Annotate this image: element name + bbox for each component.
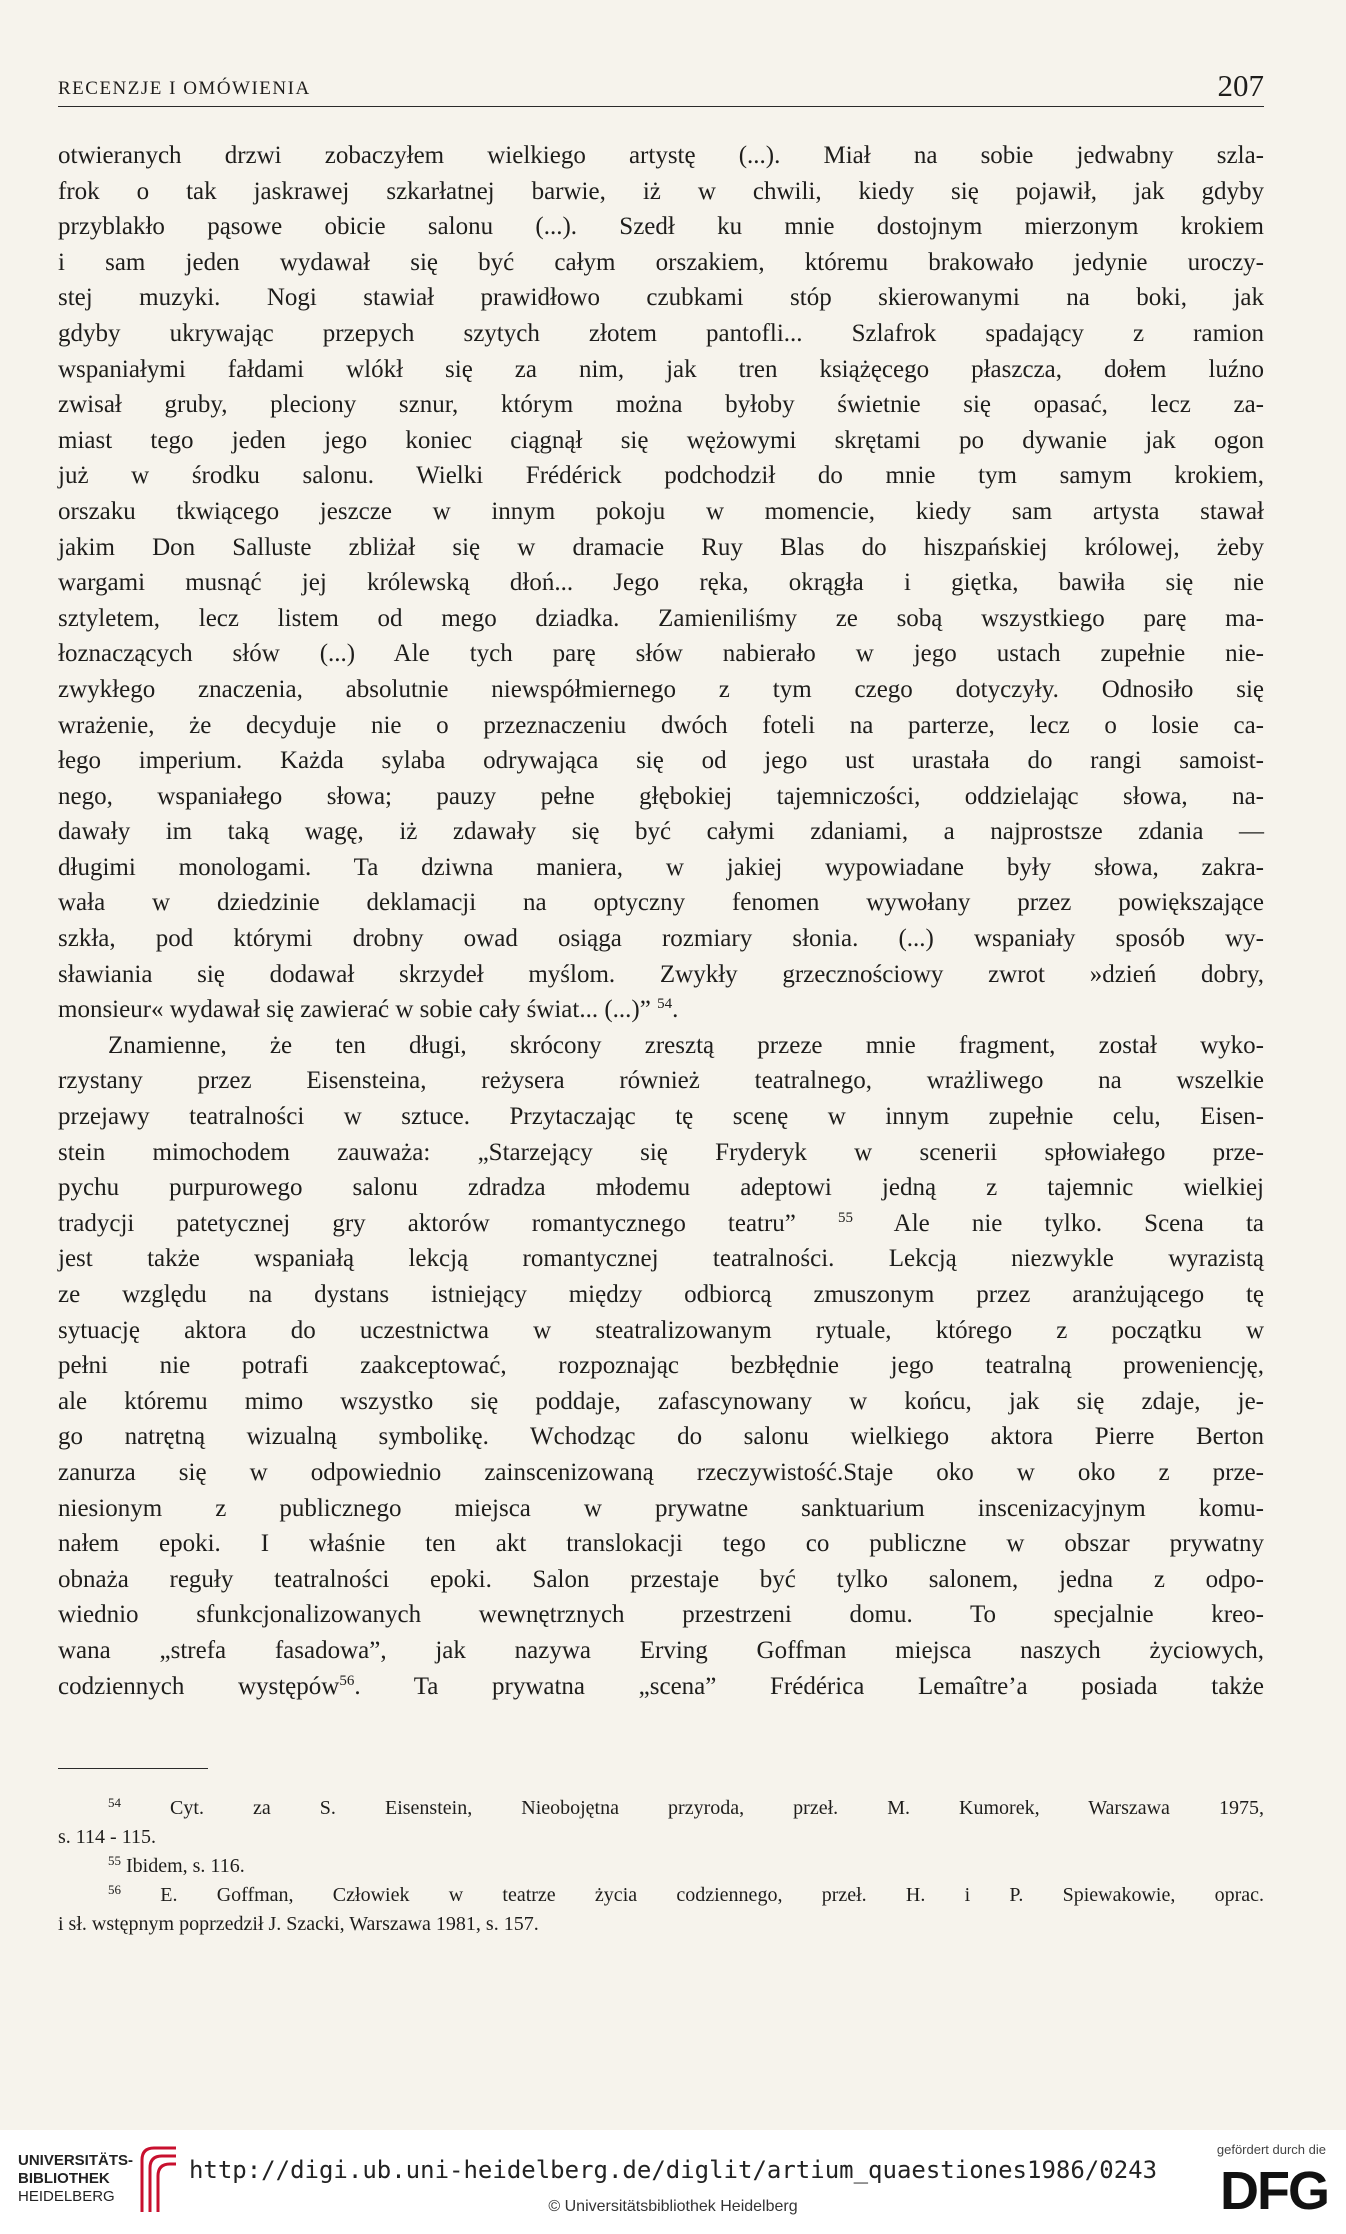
text-line: go natrętną wizualną symbolikę. Wchodząc do salonu wielkiego aktora Pierre Berton xyxy=(58,1423,1264,1451)
text-segment: codziennych występów xyxy=(58,1672,340,1700)
text-line: nałem epoki. I właśnie ten akt translokacji tego co publiczne w obszar prywatny xyxy=(58,1530,1264,1558)
text-line: rzystany przez Eisensteina, reżysera również teatralnego, wrażliwego na wszelkie xyxy=(58,1067,1264,1095)
text-line: stein mimochodem zauważa: „Starzejący się Fryderyk w scenerii spłowiałego prze- xyxy=(58,1138,1264,1166)
text-line: wspaniałymi fałdami wlókł się za nim, jak tren książęcego płaszcza, dołem luźno xyxy=(58,355,1264,383)
text-segment: monsieur« wydawał się zawierać w sobie cały świat... (...)” xyxy=(58,996,651,1024)
text-segment: tradycji patetycznej gry aktorów romantycznego teatru” xyxy=(58,1209,796,1237)
text-line: wała w dziedzinie deklamacji na optyczny fenomen wywołany przez powiększające xyxy=(58,889,1264,917)
permalink-url[interactable]: http://digi.ub.uni-heidelberg.de/diglit/artium_quaestiones1986/0243 xyxy=(188,2156,1158,2184)
text-line: otwieranych drzwi zobaczyłem wielkiego artystę (...). Miał na sobie jedwabny szla- xyxy=(58,142,1264,169)
text-line: wiednio sfunkcjonalizowanych wewnętrznych przestrzeni domu. To specjalnie kreo- xyxy=(58,1601,1264,1629)
footnotes xyxy=(58,1794,1264,1939)
text-line: frok o tak jaskrawej szkarłatnej barwie, iż w chwili, kiedy się pojawił, jak gdyby xyxy=(58,177,1264,205)
copyright-notice: © Universitätsbibliothek Heidelberg xyxy=(548,2198,798,2215)
text-line xyxy=(58,1669,1264,1705)
text-line: sztyletem, lecz listem od mego dziadka. Zamieniliśmy ze sobą wszystkiego parę ma- xyxy=(58,604,1264,632)
library-name-line: UNIVERSITÄTS- xyxy=(18,2152,134,2169)
text-line: dawały im taką wagę, iż zdawały się być całymi zdaniami, a najprostsze zdania — xyxy=(58,818,1264,846)
text-line: łoznaczących słów (...) Ale tych parę słów nabierało w jego ustach zupełnie nie- xyxy=(58,640,1264,668)
footnote-divider xyxy=(58,1768,208,1769)
text-line: pychu purpurowego salonu zdradza młodemu adeptowi jedną z tajemnic wielkiej xyxy=(58,1174,1264,1202)
footnote-56-continued: i sł. wstępnym poprzedził J. Szacki, Warszawa 1981, s. 157. xyxy=(58,1913,539,1935)
text-line: nego, wspaniałego słowa; pauzy pełne głębokiej tajemniczości, oddzielając słowa, na- xyxy=(58,782,1264,810)
footnote-number: 55 xyxy=(108,1853,121,1868)
text-line: zanurza się w odpowiednio zainscenizowaną rzeczywistość.Staje oko w oko z prze- xyxy=(58,1458,1264,1486)
text-line: sytuację aktora do uczestnictwa w steatralizowanym rytuale, którego z początku w xyxy=(58,1316,1264,1344)
footnote-ref-56[interactable]: 56 xyxy=(339,1672,355,1689)
text-line: sławiania się dodawał skrzydeł myślom. Zwykły grzecznościowy zwrot »dzień dobry, xyxy=(58,960,1264,988)
text-line: przejawy teatralności w sztuce. Przytaczając tę scenę w innym zupełnie celu, Eisen- xyxy=(58,1103,1264,1131)
text-line: miast tego jeden jego koniec ciągnął się wężowymi skrętami po dywanie jak ogon xyxy=(58,426,1264,454)
page-number: 207 xyxy=(1217,68,1264,103)
text-line xyxy=(58,1206,1264,1242)
text-line: gdyby ukrywając przepych szytych złotem pantofli... Szlafrok spadający z ramion xyxy=(58,319,1264,347)
text-line: monsieur« wydawał się zawierać w sobie cały świat... (...)” $^{54}$. xyxy=(58,996,679,1024)
text-line: ze względu na dystans istniejący między odbiorcą zmuszonym przez aranżującego tę xyxy=(58,1281,1264,1308)
text-segment: . Ta prywatna „scena” Frédérica Lemaître’a posiada także xyxy=(354,1672,1264,1700)
text-line: Znamienne, że ten długi, skrócony zresztą przeze mnie fragment, został wyko- xyxy=(108,1031,1264,1059)
text-line: i sam jeden wydawał się być całym orszakiem, któremu brakowało jedynie uroczy- xyxy=(58,248,1264,276)
text-line: szkła, pod którymi drobny owad osiąga rozmiary słonia. (...) wspaniały sposób wy- xyxy=(58,925,1264,953)
text-line: orszaku tkwiącego jeszcze w innym pokoju w momencie, kiedy sam artysta stawał xyxy=(58,497,1264,525)
footnote-number: 54 xyxy=(108,1795,121,1810)
footnote-54 xyxy=(58,1794,1264,1823)
running-title: RECENZJE I OMÓWIENIA xyxy=(58,78,311,99)
library-name-line: HEIDELBERG xyxy=(18,2188,115,2205)
text-line: pełni nie potrafi zaakceptować, rozpoznając bezbłędnie jego teatralną proweniencję, xyxy=(58,1352,1264,1380)
body-text xyxy=(58,138,1264,1704)
footnote-ref-54[interactable]: 54 xyxy=(657,996,673,1013)
text-line: przyblakło pąsowe obicie salonu (...). Szedł ku mnie dostojnym mierzonym krokiem xyxy=(58,213,1264,241)
digitization-footer xyxy=(0,2130,1346,2234)
footnote-ref-55[interactable]: 55 xyxy=(837,1209,853,1226)
footnote-text: Ibidem, s. 116. xyxy=(121,1855,245,1877)
footnote-number: 56 xyxy=(108,1882,121,1897)
text-segment: Ale nie tylko. Scena ta xyxy=(852,1209,1264,1237)
page-header xyxy=(58,62,1264,107)
dfg-logo[interactable]: DFG xyxy=(1220,2161,1328,2221)
footnote-text: E. Goffman, Człowiek w teatrze życia codziennego, przeł. H. i P. Spiewakowie, oprac. xyxy=(121,1884,1264,1906)
footnote-54-continued: s. 114 - 115. xyxy=(58,1826,156,1848)
text-line: łego imperium. Każda sylaba odrywająca się od jego ust urastała do rangi samoist- xyxy=(58,747,1264,775)
library-name-line: BIBLIOTHEK xyxy=(18,2170,110,2187)
funding-caption: gefördert durch die xyxy=(1216,2142,1326,2157)
text-line: już w środku salonu. Wielki Frédérick podchodził do mnie tym samym krokiem, xyxy=(58,462,1264,490)
text-line: zwisał gruby, pleciony sznur, którym można byłoby świetnie się opasać, lecz za- xyxy=(58,391,1264,419)
text-line: jest także wspaniałą lekcją romantycznej teatralności. Lekcją niezwykle wyrazistą xyxy=(58,1245,1264,1273)
text-line: ale któremu mimo wszystko się poddaje, zafascynowany w końcu, jak się zdaje, je- xyxy=(58,1387,1264,1415)
text-line: wana „strefa fasadowa”, jak nazywa Erving Goffman miejsca naszych życiowych, xyxy=(58,1636,1264,1664)
footnote-text: Cyt. za S. Eisenstein, Nieobojętna przyroda, przeł. M. Kumorek, Warszawa 1975, xyxy=(121,1797,1264,1819)
footnote-56 xyxy=(58,1881,1264,1910)
text-line: jakim Don Salluste zbliżał się w dramacie Ruy Blas do hiszpańskiej królowej, żeby xyxy=(58,533,1264,561)
text-line: niesionym z publicznego miejsca w prywatne sanktuarium inscenizacyjnym komu- xyxy=(58,1494,1264,1522)
text-line: wrażenie, że decyduje nie o przeznaczeniu dwóch foteli na parterze, lecz o losie ca- xyxy=(58,711,1264,739)
text-line: zwykłego znaczenia, absolutnie niewspółmiernego z tym czego dotyczyły. Odnosiło się xyxy=(58,675,1264,703)
footnote-55 xyxy=(58,1852,1264,1881)
text-line: stej muzyki. Nogi stawiał prawidłowo czubkami stóp skierowanymi na boki, jak xyxy=(58,284,1264,312)
text-line: długimi monologami. Ta dziwna maniera, w jakiej wypowiadane były słowa, zakra- xyxy=(58,853,1264,881)
text-line: wargami musnąć jej królewską dłoń... Jego ręka, okrągła i giętka, bawiła się nie xyxy=(58,569,1264,597)
text-line: obnaża reguły teatralności epoki. Salon przestaje być tylko salonem, jedna z odpo- xyxy=(58,1565,1264,1593)
